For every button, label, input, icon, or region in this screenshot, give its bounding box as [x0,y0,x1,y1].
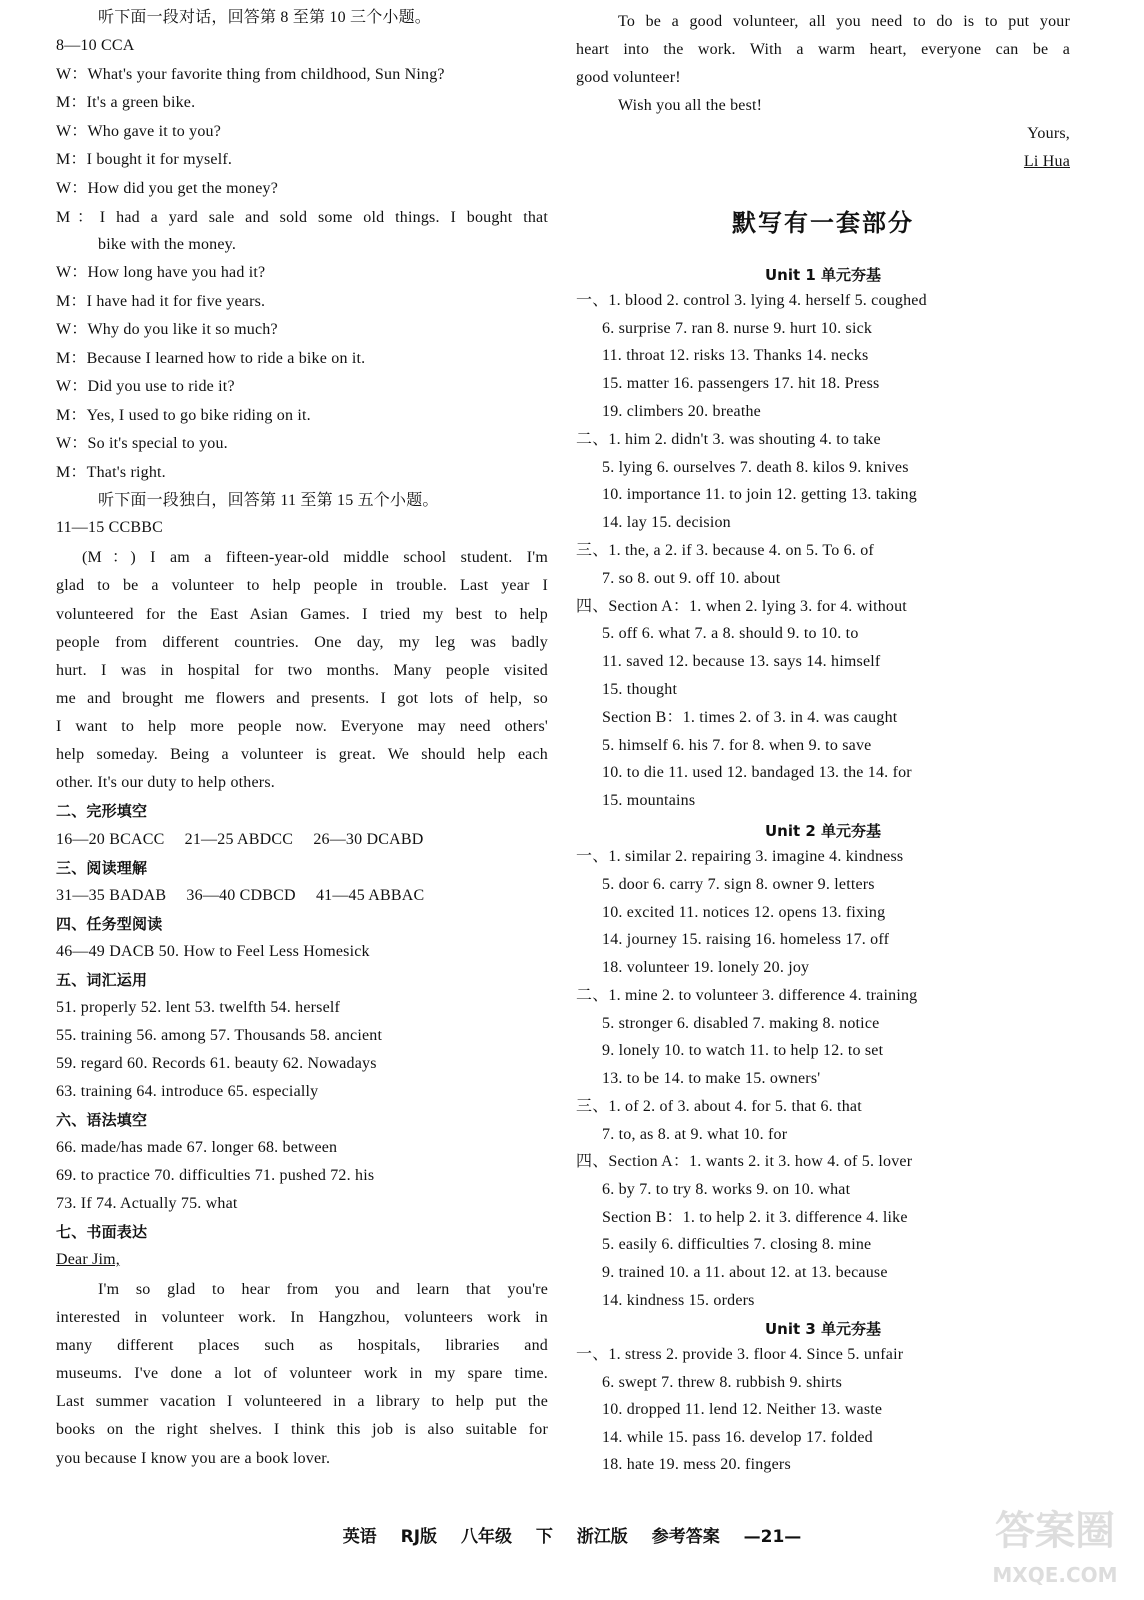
answers-row: 5. door 6. carry 7. sign 8. owner 9. letters [602,876,875,893]
section-heading: 五、词汇运用 [56,971,148,989]
answers-row: 10. to die 11. used 12. bandaged 13. the 14. for [602,764,912,781]
answers-row: 19. climbers 20. breathe [602,403,761,420]
section-heading: 二、完形填空 [56,802,148,820]
letter-line: To be a good volunteer, all you need to do is to put your [618,13,1070,30]
letter-line: Last summer vacation I volunteered in a library to help put the [56,1393,548,1410]
answers-row: 10. excited 11. notices 12. opens 13. fixing [602,904,886,921]
answers-row: 一、1. similar 2. repairing 3. imagine 4. kindness [576,848,904,865]
footer-term: 下 [535,1527,553,1547]
answers-row: 15. matter 16. passengers 17. hit 18. Press [602,375,880,392]
monologue-line: me and brought me flowers and presents. I got lots of help, so [56,690,548,707]
watermark-logo [980,1500,1130,1592]
answers-row: 13. to be 14. to make 15. owners' [602,1070,821,1087]
page-number: —21— [743,1527,802,1547]
answers-row [56,830,548,850]
monologue-line: (M：) I am a fifteen-year-old middle school student. I'm [82,549,548,566]
answers-row: 三、1. of 2. of 3. about 4. for 5. that 6. that [576,1098,862,1115]
answer-group: 16—20 BCACC [56,831,165,848]
answers-row: 6. swept 7. threw 8. rubbish 9. shirts [602,1374,843,1391]
answers-row: 14. while 15. pass 16. develop 17. folded [602,1429,873,1446]
answers-row: 9. trained 10. a 11. about 12. at 13. because [602,1264,888,1281]
dialog-line: W：What's your favorite thing from childhood, Sun Ning? [56,66,445,83]
answers-row: 69. to practice 70. difficulties 71. pushed 72. his [56,1167,375,1184]
letter-closing: Yours, [1027,125,1070,142]
dialog-line: W：So it's special to you. [56,435,228,452]
section-heading: 六、语法填空 [56,1111,148,1129]
footer-region: 浙江版 [576,1527,628,1547]
letter-line: museums. I've done a lot of volunteer work in my spare time. [56,1365,548,1382]
answers-row: 51. properly 52. lent 53. twelfth 54. herself [56,999,341,1016]
footer-edition: RJ版 [400,1527,438,1547]
monologue-line: volunteered for the East Asian Games. I tried my best to help [56,606,548,623]
answer-group: 26—30 DCABD [313,831,424,848]
monologue-line: other. It's our duty to help others. [56,774,275,791]
unit-heading: Unit 1 单元夯基 [764,266,882,284]
dialog-line: W：Who gave it to you? [56,123,222,140]
answers-row: 5. himself 6. his 7. for 8. when 9. to save [602,737,872,754]
answers-row: 59. regard 60. Records 61. beauty 62. Nowadays [56,1055,377,1072]
letter-line: interested in volunteer work. In Hangzhou, volunteers work in [56,1309,548,1326]
letter-line: you because I know you are a book lover. [56,1450,331,1467]
dialog-line: W：Did you use to ride it? [56,378,235,395]
answer-8-10: 8—10 CCA [56,37,135,54]
answers-row: 10. importance 11. to join 12. getting 13. taking [602,486,917,503]
answers-row: 14. lay 15. decision [602,514,731,531]
section-heading: 七、书面表达 [56,1223,148,1241]
footer-grade: 八年级 [460,1527,512,1547]
dialog-line: M：It's a green bike. [56,94,196,111]
monologue-line: hurt. I was in hospital for two months. Many people visited [56,662,548,679]
answers-row: 6. by 7. to try 8. works 9. on 10. what [602,1181,851,1198]
answers-row: 18. volunteer 19. lonely 20. joy [602,959,810,976]
letter-line: I'm so glad to hear from you and learn that you're [98,1281,548,1298]
answers-row: 一、1. blood 2. control 3. lying 4. herself 5. coughed [576,292,927,309]
answers-row: 63. training 64. introduce 65. especially [56,1083,319,1100]
answers-row: 11. saved 12. because 13. says 14. himself [602,653,881,670]
dialog-line: M：I have had it for five years. [56,293,266,310]
answers-row [56,886,548,906]
letter-line: Wish you all the best! [618,97,763,114]
letter-line: heart into the work. With a warm heart, everyone can be a [576,41,1070,58]
answers-row: 7. so 8. out 9. off 10. about [602,570,781,587]
answers-row: 二、1. mine 2. to volunteer 3. difference 4. training [576,987,918,1004]
answers-row: 四、Section A：1. when 2. lying 3. for 4. without [576,598,907,615]
monologue-line: I want to help more people now. Everyone may need others' [56,718,548,735]
answer-group: 31—35 BADAB [56,887,167,904]
answers-row: 10. dropped 11. lend 12. Neither 13. waste [602,1401,883,1418]
monologue-line: help someday. Being a volunteer is great. We should help each [56,746,548,763]
letter-line: good volunteer! [576,69,681,86]
dialog-line: M：I had a yard sale and sold some old things. I bought that [56,209,548,226]
answers-row: 15. mountains [602,792,696,809]
answers-row: 5. off 6. what 7. a 8. should 9. to 10. to [602,625,859,642]
dialog-line: M：Because I learned how to ride a bike on it. [56,350,366,367]
answers-row: 73. If 74. Actually 75. what [56,1195,238,1212]
section-heading: 四、任务型阅读 [56,915,163,933]
monologue-line: glad to be a volunteer to help people in trouble. Last year I [56,577,548,594]
answers-row: 18. hate 19. mess 20. fingers [602,1456,791,1473]
answers-row: 14. journey 15. raising 16. homeless 17. off [602,931,890,948]
monologue-instruction: 听下面一段独白，回答第 11 至第 15 五个小题。 [98,492,439,509]
watermark-url: MXQE.COM [992,1563,1118,1587]
unit-heading: Unit 3 单元夯基 [764,1320,882,1338]
answers-row: 一、1. stress 2. provide 3. floor 4. Since 5. unfair [576,1346,904,1363]
dialog-line: bike with the money. [98,236,237,253]
letter-line: books on the right shelves. I think this job is also suitable for [56,1421,548,1438]
answers-row: 5. easily 6. difficulties 7. closing 8. mine [602,1236,872,1253]
answer-group: 36—40 CDBCD [186,887,296,904]
answers-row: Section B：1. times 2. of 3. in 4. was caught [602,709,898,726]
answers-row: 5. lying 6. ourselves 7. death 8. kilos 9. knives [602,459,909,476]
unit-heading: Unit 2 单元夯基 [764,822,882,840]
part-title: 默写有一套部分 [732,209,914,237]
footer-subject: 英语 [342,1527,377,1547]
answers-row: 5. stronger 6. disabled 7. making 8. notice [602,1015,880,1032]
dialog-line: M：I bought it for myself. [56,151,233,168]
dialog-line: W：How did you get the money? [56,180,278,197]
letter-signature: Li Hua [1023,153,1070,170]
answers-row: 四、Section A：1. wants 2. it 3. how 4. of 5. lover [576,1153,913,1170]
answers-row: 66. made/has made 67. longer 68. between [56,1139,338,1156]
dialog-line: M：That's right. [56,464,166,481]
monologue-line: people from different countries. One day, my leg was badly [56,634,548,651]
footer-label: 参考答案 [651,1527,720,1547]
answers-row: Section B：1. to help 2. it 3. difference 4. like [602,1209,908,1226]
letter-line: many different places such as hospitals, libraries and [56,1337,548,1354]
watermark-text: 答案圈 [995,1508,1115,1554]
dialog-line: W：Why do you like it so much? [56,321,278,338]
answers-row: 46—49 DACB 50. How to Feel Less Homesick [56,943,370,960]
answers-row: 6. surprise 7. ran 8. nurse 9. hurt 10. sick [602,320,873,337]
answers-row: 二、1. him 2. didn't 3. was shouting 4. to take [576,431,881,448]
answer-group: 41—45 ABBAC [315,887,425,904]
answers-row: 三、1. the, a 2. if 3. because 4. on 5. To 6. of [576,542,874,559]
answers-row: 14. kindness 15. orders [602,1292,755,1309]
answers-row: 55. training 56. among 57. Thousands 58. ancient [56,1027,383,1044]
answer-11-15: 11—15 CCBBC [56,519,163,536]
answers-row: 7. to, as 8. at 9. what 10. for [602,1126,788,1143]
dialog-line: W：How long have you had it? [56,264,266,281]
letter-salutation: Dear Jim, [56,1251,121,1268]
answers-row: 9. lonely 10. to watch 11. to help 12. to set [602,1042,884,1059]
dialog-line: M：Yes, I used to go bike riding on it. [56,407,311,424]
answer-group: 21—25 ABDCC [184,831,294,848]
page-footer [0,1522,1144,1547]
answers-row: 15. thought [602,681,678,698]
answers-row: 11. throat 12. risks 13. Thanks 14. necks [602,347,869,364]
dialog-instruction: 听下面一段对话，回答第 8 至第 10 三个小题。 [98,9,432,26]
section-heading: 三、阅读理解 [56,859,148,877]
